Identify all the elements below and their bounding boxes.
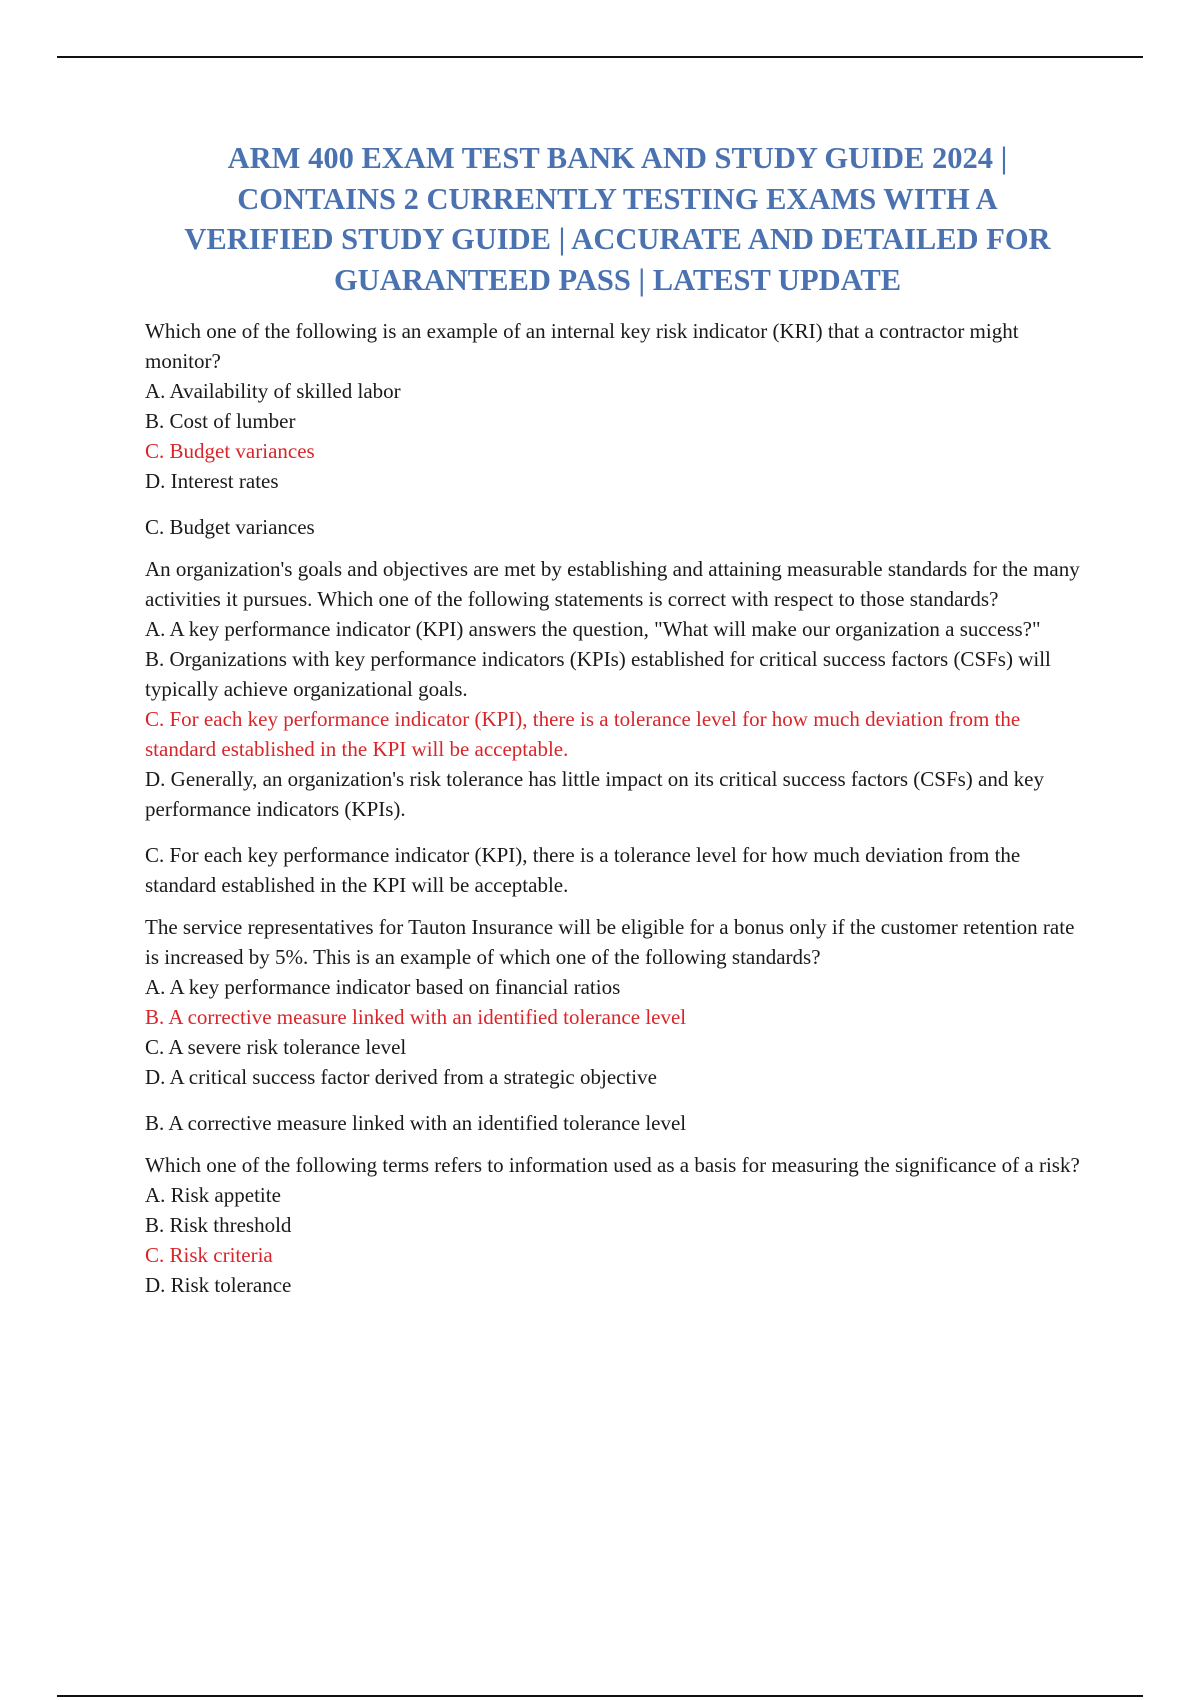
answer-text: C. For each key performance indicator (KPI), there is a tolerance level for how much deviation from the standard established in the KPI will be acceptable. [145, 843, 1021, 897]
option: D. Risk tolerance [145, 1273, 292, 1297]
title-line: ARM 400 EXAM TEST BANK AND STUDY GUIDE 2024 | [227, 141, 1008, 175]
option-list [145, 376, 1090, 496]
option: B. Cost of lumber [145, 409, 296, 433]
question-text: The service representatives for Tauton Insurance will be eligible for a bonus only if the customer retention rate is increased by 5%. This is an example of which one of the following standards? [145, 915, 1075, 969]
answer-text: C. Budget variances [145, 515, 315, 539]
correct-option: C. For each key performance indicator (KPI), there is a tolerance level for how much deviation from the standard established in the KPI will be acceptable. [145, 707, 1021, 761]
document-title [95, 138, 1140, 300]
question-text: An organization's goals and objectives are met by establishing and attaining measurable standards for the many activities it pursues. Which one of the following statements is correct with respect to those standards? [145, 557, 1080, 611]
option: A. A key performance indicator (KPI) answers the question, "What will make our organization a success?" [145, 617, 1041, 641]
top-rule [57, 56, 1143, 58]
title-line: CONTAINS 2 CURRENTLY TESTING EXAMS WITH A [237, 181, 998, 216]
option: A. A key performance indicator based on financial ratios [145, 975, 621, 999]
title-line: VERIFIED STUDY GUIDE | ACCURATE AND DETAILED FOR [184, 222, 1051, 256]
question-block [145, 554, 1090, 900]
correct-option: B. A corrective measure linked with an identified tolerance level [145, 1005, 687, 1029]
correct-option: C. Budget variances [145, 439, 315, 463]
answer-text: B. A corrective measure linked with an identified tolerance level [145, 1111, 687, 1135]
option: A. Risk appetite [145, 1183, 281, 1207]
question-text: Which one of the following terms refers to information used as a basis for measuring the significance of a risk? [145, 1153, 1080, 1177]
document-body [145, 138, 1090, 1312]
question-block [145, 1150, 1090, 1300]
option-list [145, 1180, 1090, 1300]
correct-option: C. Risk criteria [145, 1243, 273, 1267]
option: B. Organizations with key performance indicators (KPIs) established for critical success factors (CSFs) will typically achieve organizational goals. [145, 647, 1051, 701]
question-block [145, 316, 1090, 542]
title-line: GUARANTEED PASS | LATEST UPDATE [333, 262, 902, 297]
question-block [145, 912, 1090, 1138]
option-list [145, 614, 1090, 824]
bottom-rule [57, 1695, 1143, 1697]
question-text: Which one of the following is an example of an internal key risk indicator (KRI) that a contractor might monitor? [145, 319, 1019, 373]
option-list [145, 972, 1090, 1092]
option: D. Generally, an organization's risk tolerance has little impact on its critical success factors (CSFs) and key performance indicators (KPIs). [145, 767, 1044, 821]
option: B. Risk threshold [145, 1213, 292, 1237]
option: A. Availability of skilled labor [145, 379, 401, 403]
option: D. Interest rates [145, 469, 279, 493]
option: D. A critical success factor derived from a strategic objective [145, 1065, 657, 1089]
option: C. A severe risk tolerance level [145, 1035, 407, 1059]
